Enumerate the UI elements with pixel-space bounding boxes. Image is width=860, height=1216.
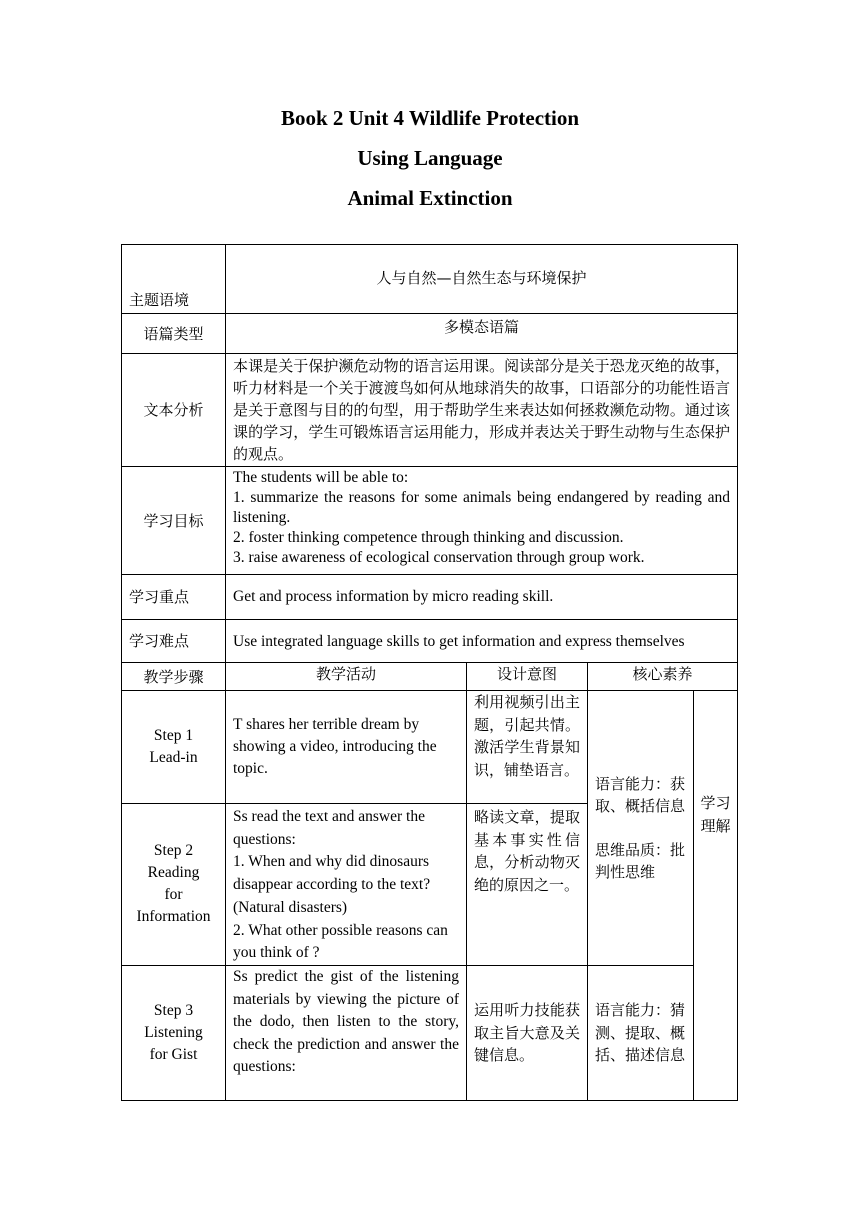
- lesson-plan-table: [121, 244, 738, 1101]
- difficulty-value: Use integrated language skills to get information and express themselves: [226, 620, 738, 663]
- column-header-row: [122, 663, 738, 691]
- genre-label: 语篇类型: [122, 314, 226, 354]
- competency-language: 语言能力：获取、概括信息: [595, 774, 686, 815]
- column-header-intent: 设计意图: [467, 663, 588, 691]
- column-header-competency: 核心素养: [588, 663, 738, 691]
- objectives-row: [122, 467, 738, 575]
- step-intent: 利用视频引出主题，引起共情。激活学生背景知识，铺垫语言。: [467, 691, 588, 804]
- genre-row: [122, 314, 738, 354]
- key-point-value: Get and process information by micro reading skill.: [226, 575, 738, 620]
- step-competency: 语言能力：猜测、提取、概括、描述信息: [588, 965, 694, 1100]
- step-activity-intro: Ss read the text and answer the questions:: [233, 808, 425, 848]
- document-title: Book 2 Unit 4 Wildlife Protection: [280, 106, 580, 130]
- document-subtitle: Using Language: [357, 146, 503, 170]
- step-question-1: 1. When and why did dinosaurs disappear according to the text? (Natural disasters): [233, 853, 431, 916]
- competency-spacer: [595, 817, 686, 839]
- step-row: [122, 965, 738, 1100]
- step-activity: Ss predict the gist of the listening materials by viewing the picture of the dodo, then listen to the story, check the prediction and answer the questions:: [226, 965, 467, 1100]
- step-row: [122, 691, 738, 804]
- key-point-row: [122, 575, 738, 620]
- analysis-label: 文本分析: [122, 354, 226, 467]
- lesson-title: Animal Extinction: [347, 186, 513, 210]
- step-question-2: 2. What other possible reasons can you think of ?: [233, 921, 448, 962]
- objectives-value: [226, 467, 738, 575]
- analysis-row: [122, 354, 738, 467]
- column-header-steps: 教学步骤: [122, 663, 226, 691]
- competency-thinking: 思维品质：批判性思维: [595, 840, 686, 881]
- step-intent: 略读文章，提取基本事实性信息，分析动物灭绝的原因之一。: [467, 804, 588, 966]
- theme-row: [122, 245, 738, 314]
- objectives-intro: The students will be able to:: [233, 469, 409, 486]
- analysis-value: 本课是关于保护濒危动物的语言运用课。阅读部分是关于恐龙灭绝的故事，听力材料是一个关于渡渡鸟如何从地球消失的故事，口语部分的功能性语言是关于意图与目的的句型，用于帮助学生来表达如何拯救濒危动物。通过该课的学习，学生可锻炼语言运用能力，形成并表达关于野生动物与生态保护的观点。: [226, 354, 738, 467]
- competency-level: 学习理解: [694, 691, 738, 1101]
- theme-label: 主题语境: [122, 245, 226, 314]
- step-name: Step 3 Listening for Gist: [122, 965, 226, 1100]
- step-activity: [226, 804, 467, 966]
- step-name: Step 1 Lead-in: [122, 691, 226, 804]
- step-activity: T shares her terrible dream by showing a video, introducing the topic.: [226, 691, 467, 804]
- theme-value: 人与自然—自然生态与环境保护: [226, 245, 738, 314]
- genre-value: 多模态语篇: [226, 314, 738, 354]
- column-header-activities: 教学活动: [226, 663, 467, 691]
- objectives-label: 学习目标: [122, 467, 226, 575]
- step-intent: 运用听力技能获取主旨大意及关键信息。: [467, 965, 588, 1100]
- objective-item-1: 1. summarize the reasons for some animals being endangered by reading and listening.: [233, 489, 731, 526]
- objective-item-3: 3. raise awareness of ecological conservation through group work.: [233, 549, 645, 566]
- key-point-label: 学习重点: [122, 575, 226, 620]
- objective-item-2: 2. foster thinking competence through thinking and discussion.: [233, 529, 624, 546]
- step-name: Step 2 Reading for Information: [122, 804, 226, 966]
- difficulty-label: 学习难点: [122, 620, 226, 663]
- difficulty-row: [122, 620, 738, 663]
- step-competency: [588, 691, 694, 966]
